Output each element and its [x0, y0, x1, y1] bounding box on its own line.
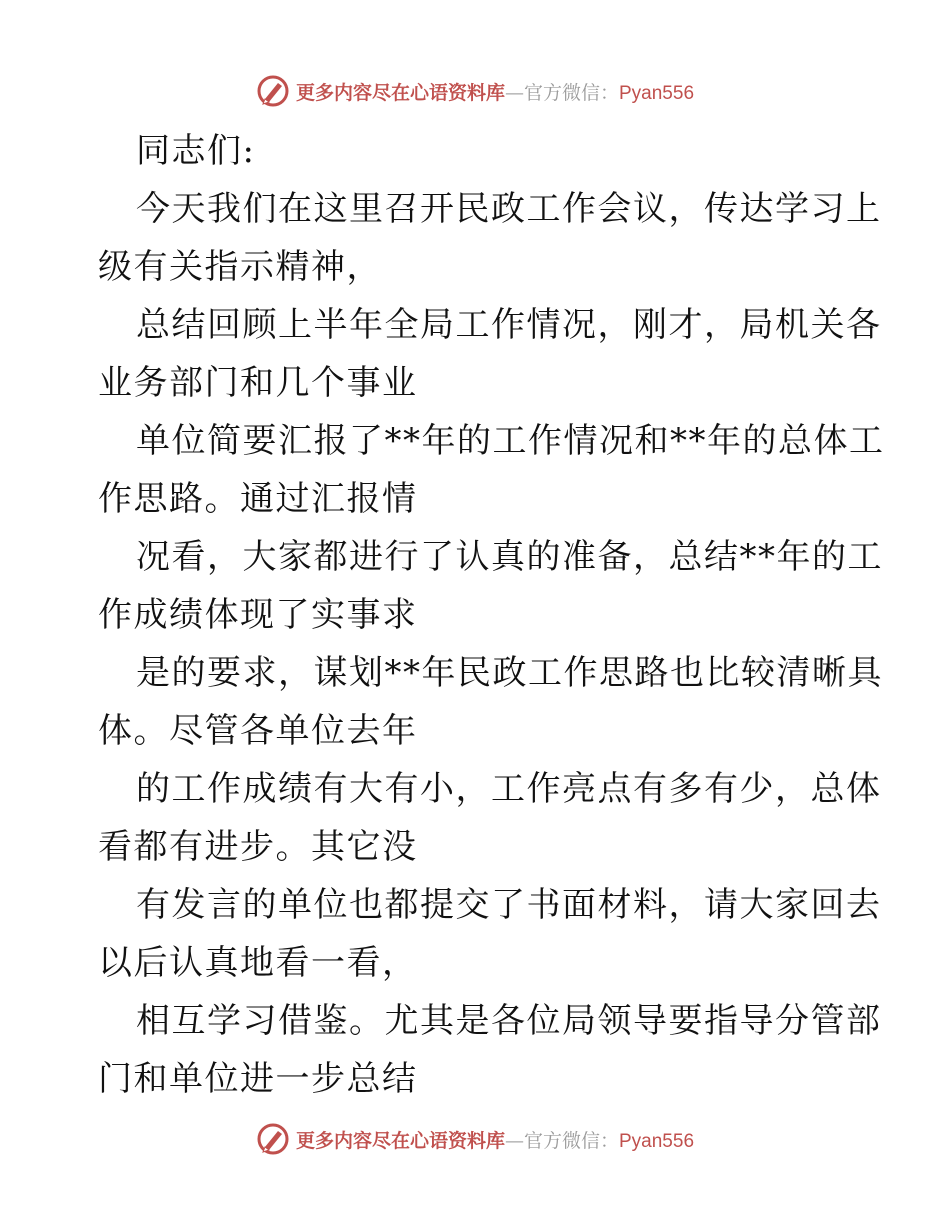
text-line: 作思路。通过汇报情: [98, 479, 418, 519]
header-watermark: [0, 71, 950, 111]
text-line: 今天我们在这里召开民政工作会议，传达学习上: [136, 189, 882, 229]
text-line: 单位简要汇报了**年的工作情况和**年的总体工: [136, 421, 885, 461]
footer-watermark: [0, 1119, 950, 1159]
pen-circle-icon: [256, 74, 290, 108]
text-line: 总结回顾上半年全局工作情况，刚才，局机关各: [136, 305, 882, 345]
text-line: 看都有进步。其它没: [98, 827, 418, 867]
watermark-text: 更多内容尽在心语资料库—官方微信：Pyan556: [295, 81, 695, 104]
watermark-text: 更多内容尽在心语资料库—官方微信：Pyan556: [295, 1129, 695, 1152]
text-line: 是的要求，谋划**年民政工作思路也比较清晰具: [136, 653, 883, 693]
text-line: 作成绩体现了实事求: [98, 595, 418, 635]
text-line: 门和单位进一步总结: [98, 1059, 418, 1099]
text-line: 相互学习借鉴。尤其是各位局领导要指导分管部: [136, 1001, 882, 1041]
text-line: 况看，大家都进行了认真的准备，总结**年的工: [136, 537, 883, 577]
text-line: 以后认真地看一看，: [98, 943, 418, 983]
text-line: 业务部门和几个事业: [98, 363, 418, 403]
pen-circle-icon: [256, 1122, 290, 1156]
text-line: 有发言的单位也都提交了书面材料，请大家回去: [136, 885, 882, 925]
text-line: 的工作成绩有大有小，工作亮点有多有少，总体: [136, 769, 882, 809]
document-body: [98, 122, 885, 1108]
text-line: 同志们:: [136, 131, 256, 171]
text-line: 体。尽管各单位去年: [98, 711, 418, 751]
text-line: 级有关指示精神，: [98, 247, 382, 287]
